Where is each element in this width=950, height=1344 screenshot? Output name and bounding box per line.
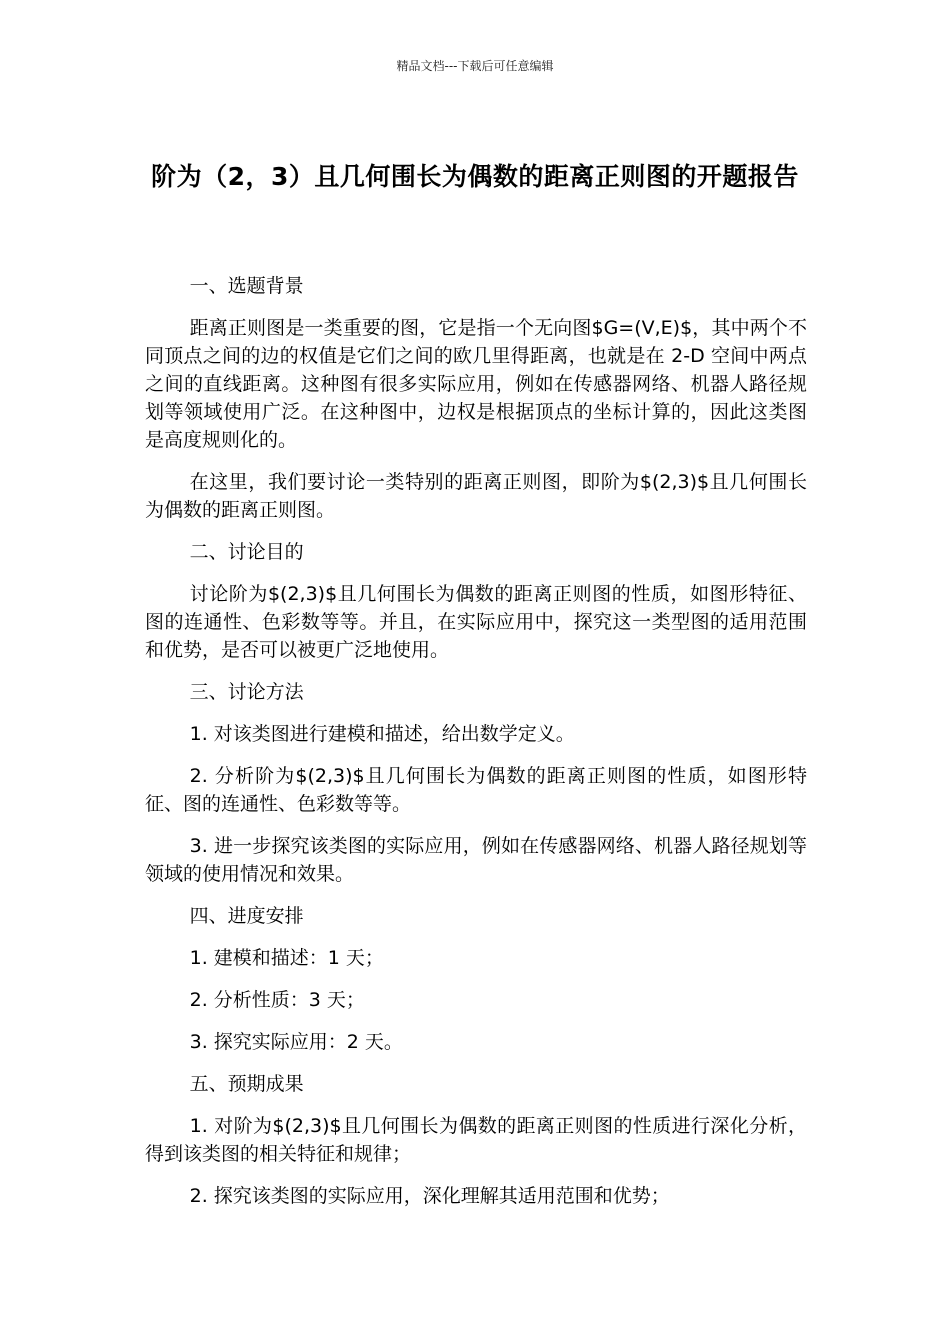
list-item-method-2: 2. 分析阶为$(2,3)$且几何围长为偶数的距离正则图的性质，如图形特征、图的连通性、色彩数等等。 bbox=[145, 765, 807, 815]
section-heading-background: 一、选题背景 bbox=[189, 275, 304, 297]
paragraph-topic: 在这里，我们要讨论一类特别的距离正则图，即阶为$(2,3)$且几何围长为偶数的距离正则图。 bbox=[145, 471, 807, 521]
section-heading-purpose: 二、讨论目的 bbox=[189, 541, 304, 563]
list-item-schedule-1: 1. 建模和描述：1 天； bbox=[189, 947, 384, 969]
section-heading-method: 三、讨论方法 bbox=[189, 681, 304, 703]
section-heading-results: 五、预期成果 bbox=[189, 1073, 304, 1095]
document-body bbox=[145, 272, 807, 1224]
document-title: 阶为（2，3）且几何围长为偶数的距离正则图的开题报告 bbox=[151, 161, 799, 191]
paragraph-purpose: 讨论阶为$(2,3)$且几何围长为偶数的距离正则图的性质，如图形特征、图的连通性、色彩数等等。并且，在实际应用中，探究这一类型图的适用范围和优势，是否可以被更广泛地使用。 bbox=[145, 583, 807, 661]
list-item-method-1: 1. 对该类图进行建模和描述，给出数学定义。 bbox=[189, 723, 575, 745]
header-note: 精品文档---下载后可任意编辑 bbox=[396, 59, 554, 73]
section-heading-schedule: 四、进度安排 bbox=[189, 905, 304, 927]
list-item-results-2: 2. 探究该类图的实际应用，深化理解其适用范围和优势； bbox=[189, 1185, 670, 1207]
list-item-results-1: 1. 对阶为$(2,3)$且几何围长为偶数的距离正则图的性质进行深化分析，得到该类图的相关特征和规律； bbox=[145, 1115, 807, 1165]
paragraph-background: 距离正则图是一类重要的图，它是指一个无向图$G=(V,E)$，其中两个不同顶点之间的边的权值是它们之间的欧几里得距离，也就是在 2-D 空间中两点之间的直线距离。这种图有很多实际应用，例如在传感器网络、机器人路径规划等领域使用广泛。在这种图中，边权是根据顶点的坐标计算的，因此这类图是高度规则化的。 bbox=[145, 317, 807, 451]
list-item-schedule-3: 3. 探究实际应用：2 天。 bbox=[189, 1031, 403, 1053]
list-item-schedule-2: 2. 分析性质：3 天； bbox=[189, 989, 365, 1011]
list-item-method-3: 3. 进一步探究该类图的实际应用，例如在传感器网络、机器人路径规划等领域的使用情况和效果。 bbox=[145, 835, 807, 885]
